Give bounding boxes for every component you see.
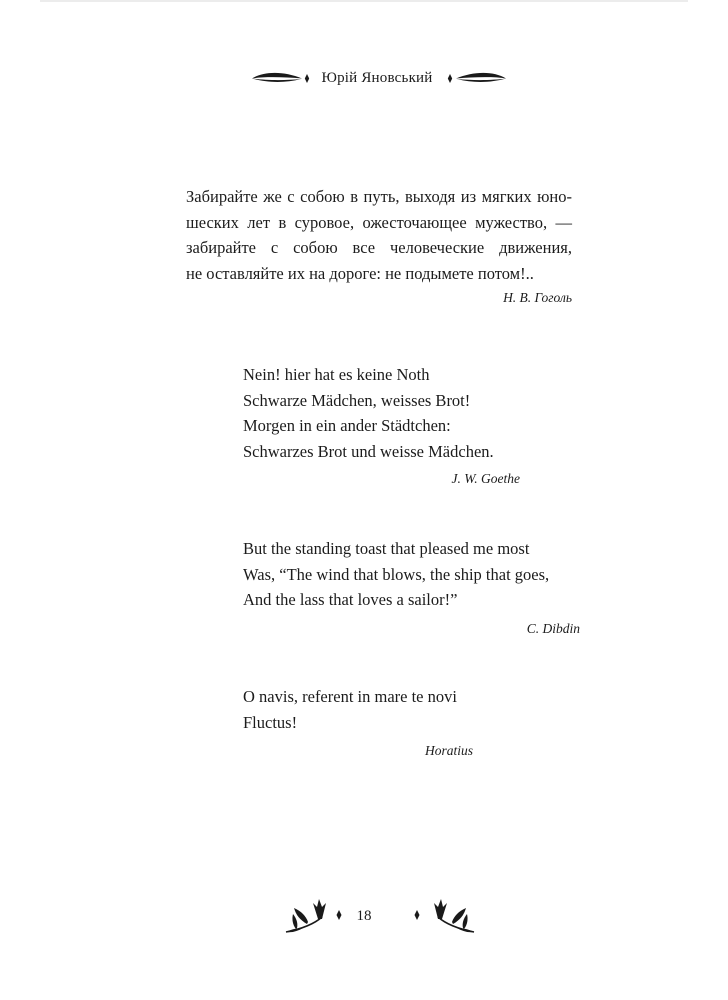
epigraph-horatius [243, 684, 473, 759]
left-leaf-ornament-icon [252, 73, 302, 82]
right-diamond-icon [448, 74, 452, 83]
epigraph-line: забирайте с собою все человеческие движения, [186, 238, 572, 257]
epigraph-line: And the lass that loves a sailor!” [243, 590, 458, 609]
left-tulip-sprig-icon [286, 899, 326, 932]
epigraph-line: Забирайте же с собою в путь, выходя из мягких юно- [186, 187, 572, 206]
epigraph-line: But the standing toast that pleased me most [243, 539, 530, 558]
epigraph-goethe [243, 362, 520, 487]
epigraph-line: Nein! hier hat es keine Noth [243, 365, 430, 384]
epigraph-line: не оставляйте их на дороге: не подымете потом!.. [186, 263, 534, 283]
epigraph-line: Schwarze Mädchen, weisses Brot! [243, 390, 471, 410]
epigraph-line: Fluctus! [243, 712, 298, 732]
epigraph-line: Morgen in ein ander Städtchen: [243, 416, 451, 435]
page-number: 18 [356, 908, 372, 924]
right-diamond-icon [415, 910, 420, 920]
left-diamond-icon [337, 910, 342, 920]
author-running-title: Юрій Яновський [321, 70, 433, 86]
epigraph-line: шеских лет в суровое, ожесточающее мужество, — [186, 212, 572, 232]
left-diamond-icon [305, 74, 309, 83]
right-leaf-ornament-icon [456, 73, 506, 82]
epigraph-author: C. Dibdin [526, 620, 580, 636]
running-header [0, 64, 728, 94]
top-rule [40, 0, 688, 2]
epigraph-author: Н. В. Гоголь [503, 290, 572, 305]
epigraph-line: Schwarzes Brot und weisse Mädchen. [243, 441, 494, 461]
epigraph-author: J. W. Goethe [451, 471, 520, 486]
page-footer [0, 884, 728, 944]
epigraph-author: Horatius [424, 743, 473, 758]
right-tulip-sprig-icon [434, 899, 474, 932]
epigraph-line: O navis, referent in mare te novi [243, 687, 457, 706]
epigraph-line: Was, “The wind that blows, the ship that goes, [243, 564, 550, 584]
epigraph-dibdin [243, 536, 580, 637]
epigraph-gogol [186, 184, 572, 306]
